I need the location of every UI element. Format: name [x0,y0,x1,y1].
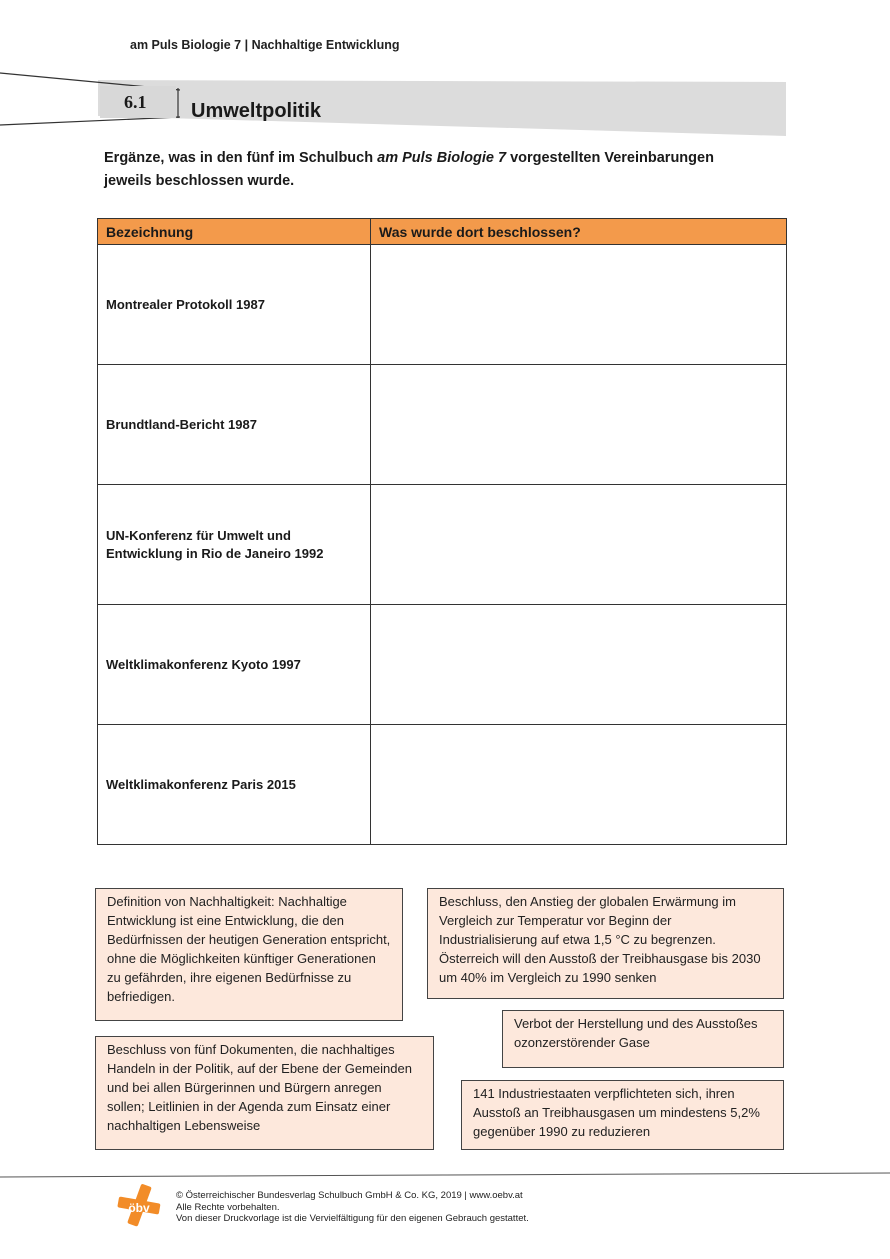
publisher-logo [117,1183,161,1227]
chapter-title: Umweltpolitik [191,100,322,122]
footer-legal [176,1190,529,1225]
answer-cell[interactable] [371,485,787,605]
copyright-line: © Österreichischer Bundesverlag Schulbuch GmbH & Co. KG, 2019 | www.oebv.at [176,1190,523,1201]
worksheet-table [97,218,787,845]
book-title: am Puls Biologie 7 [377,150,507,166]
answer-cell[interactable] [371,725,787,845]
column-header-decision: Was wurde dort beschlossen? [371,219,787,245]
agreement-name: Montrealer Protokoll 1987 [98,245,371,365]
table-row [98,365,787,485]
footer-rule [0,1172,890,1178]
chapter-number: 6.1 [100,86,176,118]
answer-cell[interactable] [371,245,787,365]
running-header: am Puls Biologie 7 | Nachhaltige Entwicklung [130,38,400,52]
column-header-designation: Bezeichnung [98,219,371,245]
table-row [98,725,787,845]
answer-card-paris[interactable]: Beschluss, den Anstieg der globalen Erwärmung im Vergleich zur Temperatur vor Beginn der Industrialisierung auf etwa 1,5 °C zu begrenzen. Österreich will den Ausstoß der Treibhausgase bis 2030 um 40% im Vergleich zu 1990 senken [427,888,784,999]
agreement-name: Weltklimakonferenz Kyoto 1997 [98,605,371,725]
table-row [98,485,787,605]
answer-card-montreal[interactable]: Verbot der Herstellung und des Ausstoßes ozonzerstörender Gase [502,1010,784,1068]
copy-note-line: Von dieser Druckvorlage ist die Vervielfältigung für den eigenen Gebrauch gestattet. [176,1213,529,1224]
task-instruction: Ergänze, was in den fünf im Schulbuch am Puls Biologie 7 vorgestellten Vereinbarungen jeweils beschlossen wurde. [104,150,714,189]
answer-card-definition[interactable]: Definition von Nachhaltigkeit: Nachhaltige Entwicklung ist eine Entwicklung, die den Bedürfnissen der heutigen Generation entspricht, ohne die Möglichkeiten künftiger Generationen zu gefährden, ihre eigenen Bedürfnisse zu befriedigen. [95,888,403,1021]
table-row [98,605,787,725]
agreement-name: Brundtland-Bericht 1987 [98,365,371,485]
answer-cell[interactable] [371,605,787,725]
rights-line: Alle Rechte vorbehalten. [176,1201,280,1213]
agreement-name: UN-Konferenz für Umwelt und Entwicklung in Rio de Janeiro 1992 [98,485,371,605]
table-row [98,245,787,365]
answer-cell[interactable] [371,365,787,485]
logo-text: öbv [128,1201,150,1215]
answer-card-rio[interactable]: Beschluss von fünf Dokumenten, die nachhaltiges Handeln in der Politik, auf der Ebene der Gemeinden und bei allen Bürgerinnen und Bürgern anregen sollen; Leitlinien in der Agenda zum Einsatz einer nachhaltigen Lebensweise [95,1036,434,1150]
answer-card-kyoto[interactable]: 141 Industriestaaten verpflichteten sich, ihren Ausstoß an Treibhausgasen um mindestens 5,2% gegenüber 1990 zu reduzieren [461,1080,784,1150]
agreement-name: Weltklimakonferenz Paris 2015 [98,725,371,845]
